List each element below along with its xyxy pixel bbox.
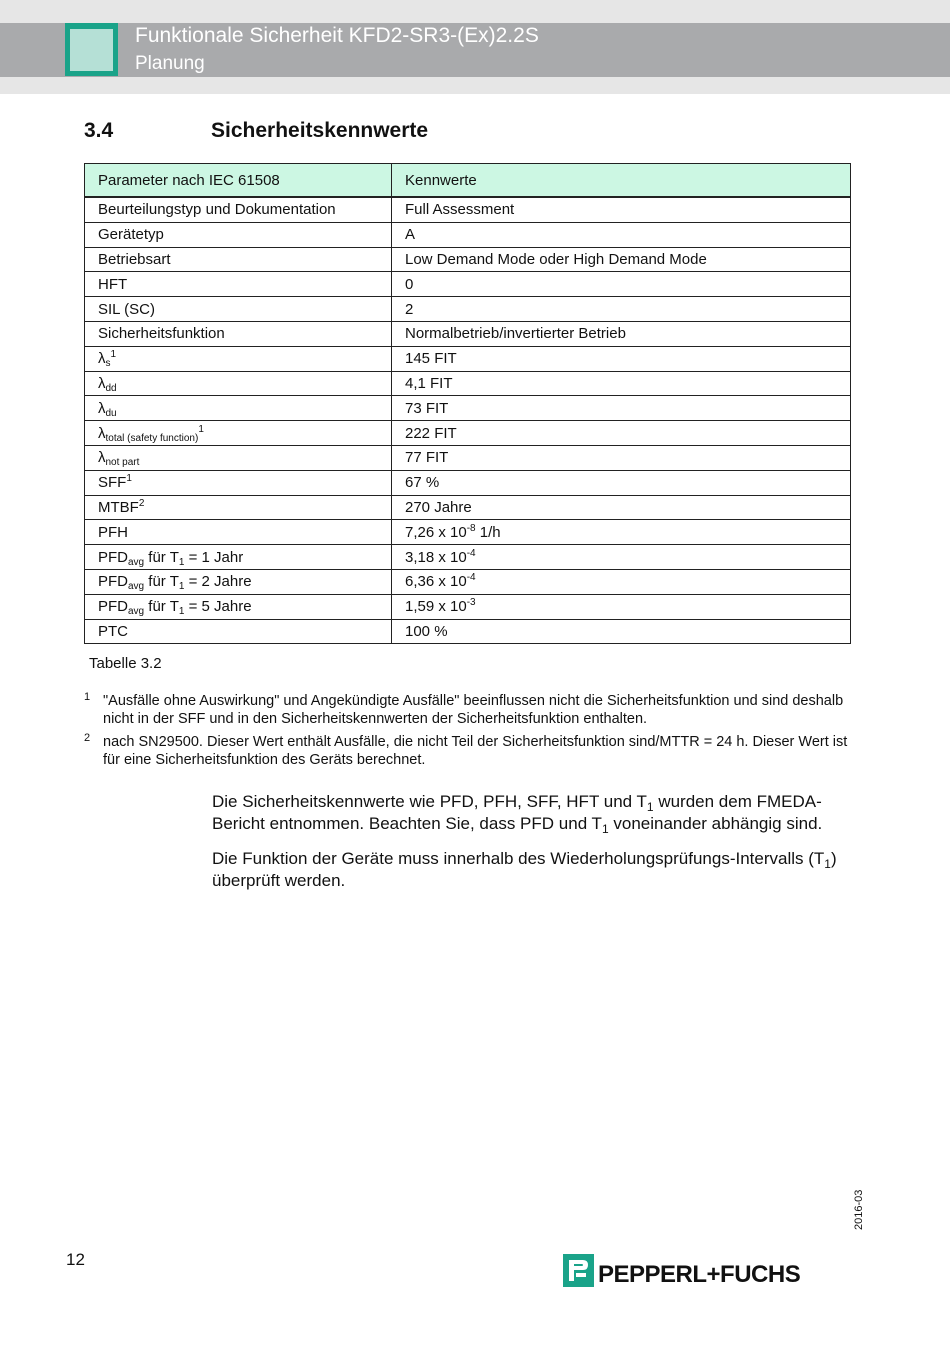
value-cell: Low Demand Mode oder High Demand Mode <box>392 247 851 272</box>
parameter-cell: $PFD_{avg}$ für $T_1 = 1$ Jahr <box>85 545 392 570</box>
parameter-cell: PFH <box>85 520 392 545</box>
value-cell: 4,1 FIT <box>392 371 851 396</box>
document-title: Funktionale Sicherheit KFD2-SR3-(Ex)2.2S <box>135 24 539 47</box>
body-paragraph-1: Die Sicherheitskennwerte wie PFD, PFH, SFF, HFT und $T_1$ wurden dem FMEDA-Bericht entnommen. Beachten Sie, dass PFD und $T_1$ voneinander abhängig sind. <box>212 792 823 836</box>
footnote-text: nach SN29500. Dieser Wert enthält Ausfälle, die nicht Teil der Sicherheitsfunktion sind/MTTR = 24 h. Dieser Wert ist für eine Sicherheitsfunktion des Geräts berechnet. <box>103 734 848 768</box>
table-row <box>85 594 851 619</box>
value-cell: 270 Jahre <box>392 495 851 520</box>
parameter-cell: $PFD_{avg}$ für $T_1 = 2$ Jahre <box>85 569 392 594</box>
table-header-row <box>85 164 851 198</box>
value-cell: 0 <box>392 272 851 297</box>
footnote-text: "Ausfälle ohne Auswirkung" und Angekündigte Ausfälle" beeinflussen nicht die Sicherheitsfunktion und sind deshalb nicht in der SFF und in den Sicherheitskennwerten der Sicherheitsfunktion enthalten. <box>103 693 844 727</box>
value-cell: 67 % <box>392 470 851 495</box>
page-number: 12 <box>66 1250 85 1269</box>
footnote-2 <box>84 733 854 769</box>
footnote-mark: 2 <box>84 732 91 744</box>
body-paragraph-2: Die Funktion der Geräte muss innerhalb des Wiederholungsprüfungs-Intervalls $(T_1)$ überprüft werden. <box>212 849 837 890</box>
table-row <box>85 197 851 222</box>
table-row <box>85 619 851 644</box>
value-cell: 145 FIT <box>392 346 851 371</box>
table-row <box>85 470 851 495</box>
parameter-cell: MTBF$^2$ <box>85 495 392 520</box>
value-cell: 2 <box>392 297 851 322</box>
parameter-cell: $\lambda_s^1$ <box>85 346 392 371</box>
brand-wordmark: PEPPERL+FUCHS <box>598 1261 801 1288</box>
parameter-cell: $\lambda_{not part}$ <box>85 445 392 470</box>
table-row <box>85 520 851 545</box>
value-cell: A <box>392 222 851 247</box>
value-cell: Full Assessment <box>392 197 851 222</box>
parameter-cell: $PFD_{avg}$ für $T_1 = 5$ Jahre <box>85 594 392 619</box>
table-row <box>85 222 851 247</box>
safety-parameters-table <box>84 163 851 644</box>
parameter-cell: $\lambda_{total (safety function)}^1$ <box>85 421 392 446</box>
table-row <box>85 396 851 421</box>
section-title: Sicherheitskennwerte <box>211 119 429 142</box>
parameter-cell: HFT <box>85 272 392 297</box>
pepperl-fuchs-logo-icon <box>563 1254 594 1287</box>
table-row <box>85 321 851 346</box>
parameter-cell: $\lambda_{du}$ <box>85 396 392 421</box>
section-number: 3.4 <box>84 119 114 142</box>
value-cell: 1,59 x $10^{-3}$ <box>392 594 851 619</box>
parameter-cell: $\lambda_{dd}$ <box>85 371 392 396</box>
footnote-1 <box>84 692 854 728</box>
table-row <box>85 371 851 396</box>
parameter-cell: Betriebsart <box>85 247 392 272</box>
table-row <box>85 495 851 520</box>
table-row <box>85 346 851 371</box>
value-cell: 7,26 x $10^{-8}$ 1/h <box>392 520 851 545</box>
value-cell: 100 % <box>392 619 851 644</box>
table-row <box>85 272 851 297</box>
parameter-cell: Gerätetyp <box>85 222 392 247</box>
value-cell: 3,18 x $10^{-4}$ <box>392 545 851 570</box>
table-caption: Tabelle 3.2 <box>89 655 162 672</box>
value-cell: 77 FIT <box>392 445 851 470</box>
value-cell: 73 FIT <box>392 396 851 421</box>
footnote-mark: 1 <box>84 691 91 703</box>
parameter-cell: SIL (SC) <box>85 297 392 322</box>
parameter-cell: Sicherheitsfunktion <box>85 321 392 346</box>
parameter-cell: Beurteilungstyp und Dokumentation <box>85 197 392 222</box>
value-cell: Normalbetrieb/invertierter Betrieb <box>392 321 851 346</box>
value-cell: 222 FIT <box>392 421 851 446</box>
table-row <box>85 297 851 322</box>
table-row <box>85 445 851 470</box>
table-row <box>85 569 851 594</box>
table-row <box>85 545 851 570</box>
table-header-cell: Parameter nach IEC 61508 <box>85 164 392 198</box>
table-header-cell: Kennwerte <box>392 164 851 198</box>
table-row <box>85 247 851 272</box>
parameter-cell: PTC <box>85 619 392 644</box>
table-row <box>85 421 851 446</box>
parameter-cell: SFF$^1$ <box>85 470 392 495</box>
document-subtitle: Planung <box>135 53 205 74</box>
chapter-marker-icon <box>65 23 118 76</box>
edition-date: 2016-03 <box>853 1189 865 1230</box>
value-cell: 6,36 x $10^{-4}$ <box>392 569 851 594</box>
